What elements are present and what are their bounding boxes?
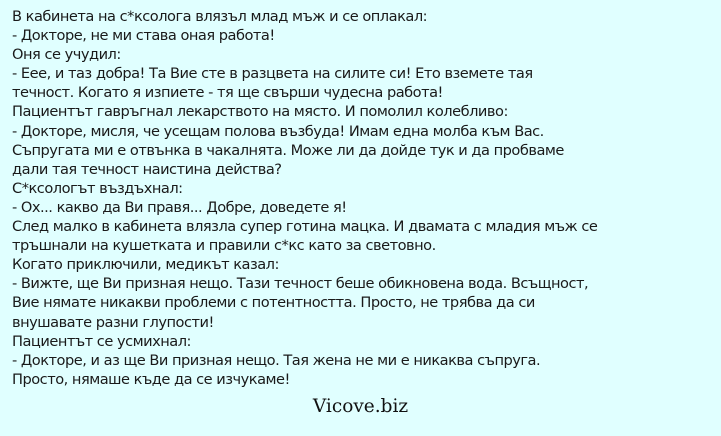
joke-line: Просто, нямаше къде да се изчукаме! <box>12 370 290 388</box>
joke-line: - Докторе, и аз ще Ви призная нещо. Тая жена не ми е никаква съпруга. <box>12 351 541 369</box>
site-watermark: Vicove.biz <box>312 396 409 417</box>
joke-line: тръшнали на кушетката и правили с*кс като за световно. <box>12 237 436 255</box>
joke-line: В кабинета на с*ксолога влязъл млад мъж и се оплакал: <box>12 8 428 25</box>
joke-line: Пациентът се усмихнал: <box>12 332 191 350</box>
joke-line: След малко в кабинета влязла супер готина мацка. И двамата с младия мъж се <box>12 218 598 236</box>
joke-line: - Докторе, не ми става оная работа! <box>12 27 275 45</box>
joke-line: дали тая течност наистина действа? <box>12 160 282 178</box>
joke-line: Пациентът гавръгнал лекарството на място. И помолил колебливо: <box>12 103 508 121</box>
joke-line: Вие нямате никакви проблеми с потентността. Просто, не трябва да си <box>12 294 535 312</box>
joke-line: Оня се учудил: <box>12 46 121 64</box>
joke-line: внушавате разни глупости! <box>12 313 214 331</box>
joke-line: С*ксологът въздъхнал: <box>12 179 183 197</box>
joke-line: течност. Когато я изпиете - тя ще свърши чудесна работа! <box>12 84 443 102</box>
joke-text <box>12 7 717 389</box>
joke-line: - Вижте, ще Ви призная нещо. Тази течност беше обикновена вода. Всъщност, <box>12 275 589 293</box>
joke-line: - Докторе, мисля, че усещам полова възбуда! Имам една молба към Вас. <box>12 122 544 140</box>
joke-line: - Ох... какво да Ви правя... Добре, доведете я! <box>12 198 347 216</box>
joke-line: Когато приключили, медикът казал: <box>12 256 279 274</box>
joke-line: Съпругата ми е отвънка в чакалнята. Може ли да дойде тук и да пробваме <box>12 141 564 159</box>
joke-line: - Еее, и таз добра! Та Вие сте в разцвета на силите си! Ето вземете тая <box>12 65 533 83</box>
